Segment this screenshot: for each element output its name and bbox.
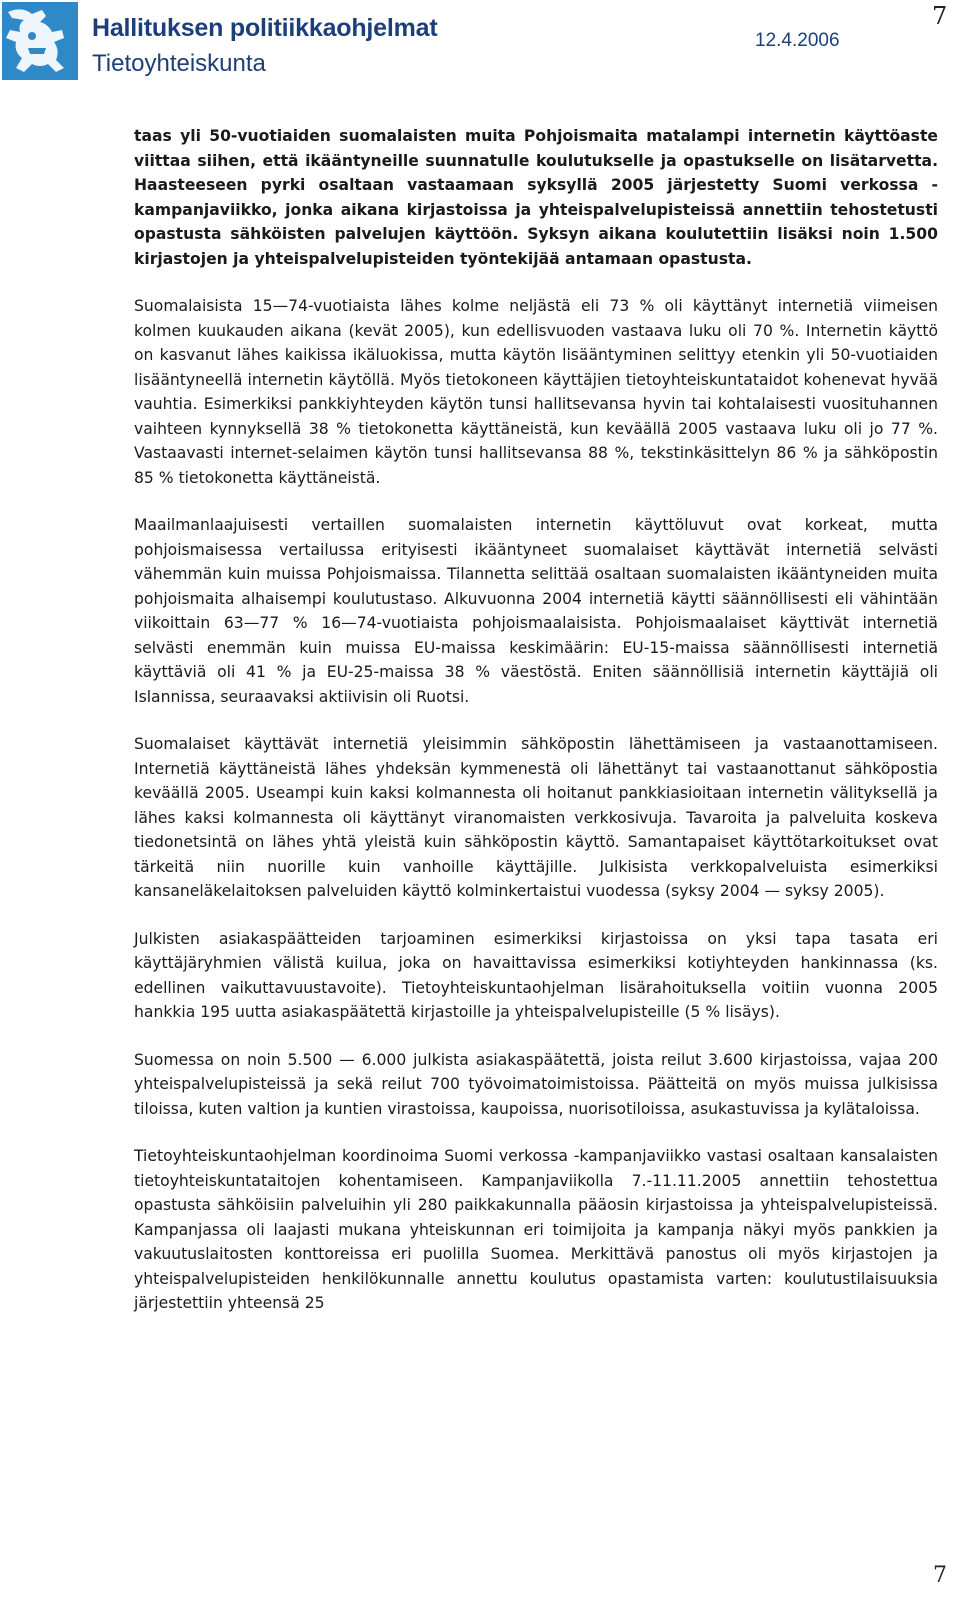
government-logo-icon	[2, 2, 78, 80]
paragraph: Suomalaiset käyttävät internetiä yleisimmin sähköpostin lähettämiseen ja vastaanottamiseen. Internetiä käyttäneistä lähes yhdeksän kymmenestä oli lähettänyt tai vastaanottanut sähköpostia keväällä 2005. Useampi kuin kaksi kolmannesta oli hoitanut pankkiasioitaan internetin välityksellä ja lähes kaksi kolmannesta oli käyttänyt viranomaisten verkkosivuja. Tavaroita ja palveluita koskeva tiedonetsintä on lähes yhtä yleistä kuin sähköpostin käyttö. Samantapaiset käyttötarkoitukset ovat tärkeitä niin nuorille kuin vanhoille käyttäjille. Julkisista verkkopalveluista esimerkiksi kansaneläkelaitoksen palveluiden käyttö kolminkertaistui vuodessa (syksy 2004 — syksy 2005).	[134, 735, 938, 900]
page-number-bottom: 7	[933, 1563, 947, 1588]
paragraph: Julkisten asiakaspäätteiden tarjoaminen esimerkiksi kirjastoissa on yksi tapa tasata eri käyttäjäryhmien välistä kuilua, joka on havaittavissa esimerkiksi kotiyhteyden hankinnassa (ks. edellinen vaikuttavuustavoite). Tietoyhteiskuntaohjelman lisärahoituksella voitiin vuonna 2005 hankkia 195 uutta asiakaspäätettä kirjastoille ja yhteispalvelupisteille (5 % lisäys).	[134, 929, 938, 1021]
page-number-top: 7	[932, 2, 948, 30]
program-title: Hallituksen politiikkaohjelmat	[92, 14, 438, 42]
program-subtitle: Tietoyhteiskunta	[92, 50, 266, 77]
paragraph: Suomessa on noin 5.500 — 6.000 julkista asiakaspäätettä, joista reilut 3.600 kirjastoissa, vajaa 200 yhteispalvelupisteissä ja sekä reilut 700 työvoimatoimistoissa. Päätteitä on myös muissa julkisissa tiloissa, kuten valtion ja kuntien virastoissa, kaupoissa, nuorisotiloissa, asukastuvissa ja kylätaloissa.	[134, 1050, 938, 1118]
lion-emblem-icon	[2, 2, 78, 80]
paragraph: Suomalaisista 15—74-vuotiaista lähes kolme neljästä eli 73 % oli käyttänyt internetiä viimeisen kolmen kuukauden aikana (kevät 2005), kun edellisvuoden vastaava luku oli 70 %. Internetin käyttö on kasvanut lähes kaikissa ikäluokissa, mutta käytön lisääntyminen selittyy etenkin yli 50-vuotiaiden lisääntyneellä internetin käytöllä. Myös tietokoneen käyttäjien tietoyhteiskuntataidot kohenevat hyvää vauhtia. Esimerkiksi pankkiyhteyden käytön tunsi hallitsevansa hyvin tai kohtalaisesti vuosituhannen vaihteen kynnyksellä 38 % tietokonetta käyttäneistä, kun keväällä 2005 vastaava luku oli jo 77 %. Vastaavasti internet-selaimen käytön tunsi hallitsevansa 88 %, tekstinkäsittelyn 86 % ja sähköpostin 85 % tietokonetta käyttäneistä.	[134, 297, 938, 487]
document-date: 12.4.2006	[755, 30, 840, 51]
paragraph-bold-intro: taas yli 50-vuotiaiden suomalaisten muita Pohjoismaita matalampi internetin käyttöaste viittaa siihen, että ikääntyneille suunnatulle koulutukselle ja opastukselle on lisätarvetta. Haasteeseen pyrki osaltaan vastaamaan syksyllä 2005 järjestetty Suomi verkossa -kampanjaviikko, jonka aikana kirjastoissa ja yhteispalvelupisteissä annettiin tehostetusti opastusta sähköisten palvelujen käyttöön. Syksyn aikana koulutettiin lisäksi noin 1.500 kirjastojen ja yhteispalvelupisteiden työntekijää antamaan opastusta.	[134, 127, 938, 268]
document-body	[134, 124, 938, 1316]
paragraph: Maailmanlaajuisesti vertaillen suomalaisten internetin käyttöluvut ovat korkeat, mutta pohjoismaisessa vertailussa erityisesti ikääntyneet suomalaiset käyttävät internetiä selvästi vähemmän kuin muissa Pohjoismaissa. Tilannetta selittää osaltaan suomalaisten ikääntyneiden muita pohjoismaita alhaisempi koulutustaso. Alkuvuonna 2004 internetiä käytti säännöllisesti eli vähintään viikoittain 63—77 % 16—74-vuotiaista pohjoismaalaisista. Pohjoismaalaiset käyttivät internetiä selvästi enemmän kuin muissa EU-maissa keskimäärin: EU-15-maissa säännöllisesti internetiä käyttäviä oli 41 % ja EU-25-maissa 38 % väestöstä. Eniten säännöllisiä internetin käyttäjiä oli Islannissa, seuraavaksi aktiivisin oli Ruotsi.	[134, 516, 938, 706]
page-header	[0, 0, 960, 90]
paragraph: Tietoyhteiskuntaohjelman koordinoima Suomi verkossa -kampanjaviikko vastasi osaltaan kansalaisten tietoyhteiskuntataitojen kohentamiseen. Kampanjaviikolla 7.-11.11.2005 annettiin tehostettua opastusta sähköisiin palveluihin yli 280 paikkakunnalla pääosin kirjastoissa ja yhteispalvelupisteissä. Kampanjassa oli laajasti mukana yhteiskunnan eri toimijoita ja kampanja näkyi myös pankkien ja vakuutuslaitosten konttoreissa eri puolilla Suomea. Merkittävä panostus oli myös kirjastojen ja yhteispalvelupisteiden henkilökunnalle annettu koulutus opastamista varten: koulutustilaisuuksia järjestettiin yhteensä 25	[134, 1147, 938, 1312]
